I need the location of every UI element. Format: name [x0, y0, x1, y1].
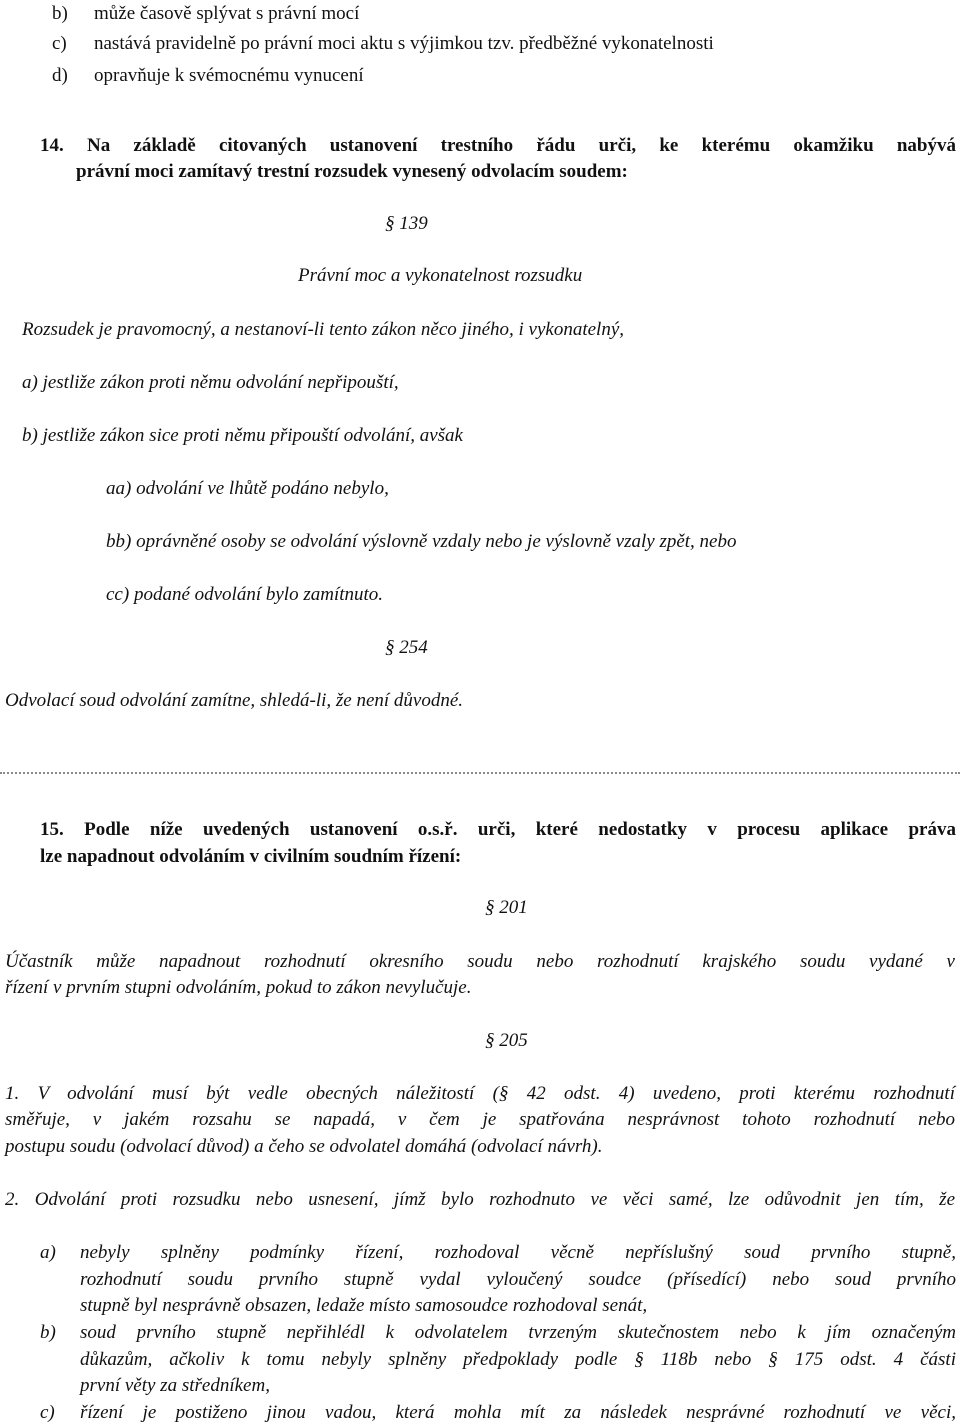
- section-205-item-c-line1: řízení je postiženo jinou vadou, která mohla mít za následek nesprávné rozhodnutí ve věci,: [80, 1402, 956, 1423]
- section-205-heading: § 205: [485, 1030, 528, 1051]
- section-201-line2: řízení v prvním stupni odvoláním, pokud to zákon nevylučuje.: [5, 977, 472, 998]
- section-139-item-bb: bb) oprávněné osoby se odvolání výslovně vzdaly nebo je výslovně vzaly zpět, nebo: [106, 531, 737, 552]
- list-label-c: c): [52, 33, 67, 54]
- section-201-heading: § 201: [485, 897, 528, 918]
- question-14-line1: 14. Na základě citovaných ustanovení trestního řádu urči, ke kterému okamžiku nabývá: [40, 135, 956, 156]
- section-205-item-a-line1: nebyly splněny podmínky řízení, rozhodoval věcně nepříslušný soud prvního stupně,: [80, 1242, 956, 1263]
- section-divider: [0, 772, 960, 774]
- question-15-line1: 15. Podle níže uvedených ustanovení o.s.ř. urči, které nedostatky v procesu aplikace práva: [40, 819, 956, 840]
- section-205-item-a-line2: rozhodnutí soudu prvního stupně vydal vyloučený soudce (přísedící) nebo soud prvního: [80, 1269, 956, 1290]
- section-205-item-b-label: b): [40, 1322, 56, 1343]
- list-item-d: opravňuje k svémocnému vynucení: [94, 65, 364, 86]
- section-139-heading: § 139: [385, 213, 428, 234]
- list-item-c: nastává pravidelně po právní moci aktu s výjimkou tzv. předběžné vykonatelnosti: [94, 33, 714, 54]
- section-139-item-cc: cc) podané odvolání bylo zamítnuto.: [106, 584, 384, 605]
- section-205-item-b-line2: důkazům, ačkoliv k tomu nebyly splněny předpoklady podle § 118b nebo § 175 odst. 4 části: [80, 1349, 956, 1370]
- section-205-para1-line1: 1. V odvolání musí být vedle obecných náležitostí (§ 42 odst. 4) uvedeno, proti kterému rozhodnutí: [5, 1083, 955, 1104]
- section-205-item-c-label: c): [40, 1402, 55, 1423]
- section-139-item-b: b) jestliže zákon sice proti němu připouští odvolání, avšak: [22, 425, 463, 446]
- section-205-item-b-line1: soud prvního stupně nepřihlédl k odvolatelem tvrzeným skutečnostem nebo k jím označeným: [80, 1322, 956, 1343]
- section-205-para1-line3: postupu soudu (odvolací důvod) a čeho se odvolatel domáhá (odvolací návrh).: [5, 1136, 603, 1157]
- list-item-b: může časově splývat s právní mocí: [94, 3, 360, 24]
- list-label-d: d): [52, 65, 68, 86]
- section-139-item-aa: aa) odvolání ve lhůtě podáno nebylo,: [106, 478, 389, 499]
- section-205-para1-line2: směřuje, v jakém rozsahu se napadá, v čem je spatřována nesprávnost tohoto rozhodnutí nebo: [5, 1109, 955, 1130]
- section-139-item-a: a) jestliže zákon proti němu odvolání nepřipouští,: [22, 372, 399, 393]
- section-205-item-a-line3: stupně byl nesprávně obsazen, ledaže místo samosoudce rozhodoval senát,: [80, 1295, 648, 1316]
- section-205-item-a-label: a): [40, 1242, 56, 1263]
- list-label-b: b): [52, 3, 68, 24]
- question-14-line2: právní moci zamítavý trestní rozsudek vynesený odvolacím soudem:: [76, 161, 628, 182]
- section-139-intro: Rozsudek je pravomocný, a nestanoví-li tento zákon něco jiného, i vykonatelný,: [22, 319, 625, 340]
- section-254-text: Odvolací soud odvolání zamítne, shledá-li, že není důvodné.: [5, 690, 464, 711]
- section-254-heading: § 254: [385, 637, 428, 658]
- section-139-title: Právní moc a vykonatelnost rozsudku: [298, 265, 583, 286]
- section-205-para2: 2. Odvolání proti rozsudku nebo usnesení, jímž bylo rozhodnuto ve věci samé, lze odůvodnit jen tím, že: [5, 1189, 955, 1210]
- section-205-item-b-line3: první věty za středníkem,: [80, 1375, 270, 1396]
- question-15-line2: lze napadnout odvoláním v civilním soudním řízení:: [40, 846, 462, 867]
- section-201-line1: Účastník může napadnout rozhodnutí okresního soudu nebo rozhodnutí krajského soudu vydané v: [5, 951, 955, 972]
